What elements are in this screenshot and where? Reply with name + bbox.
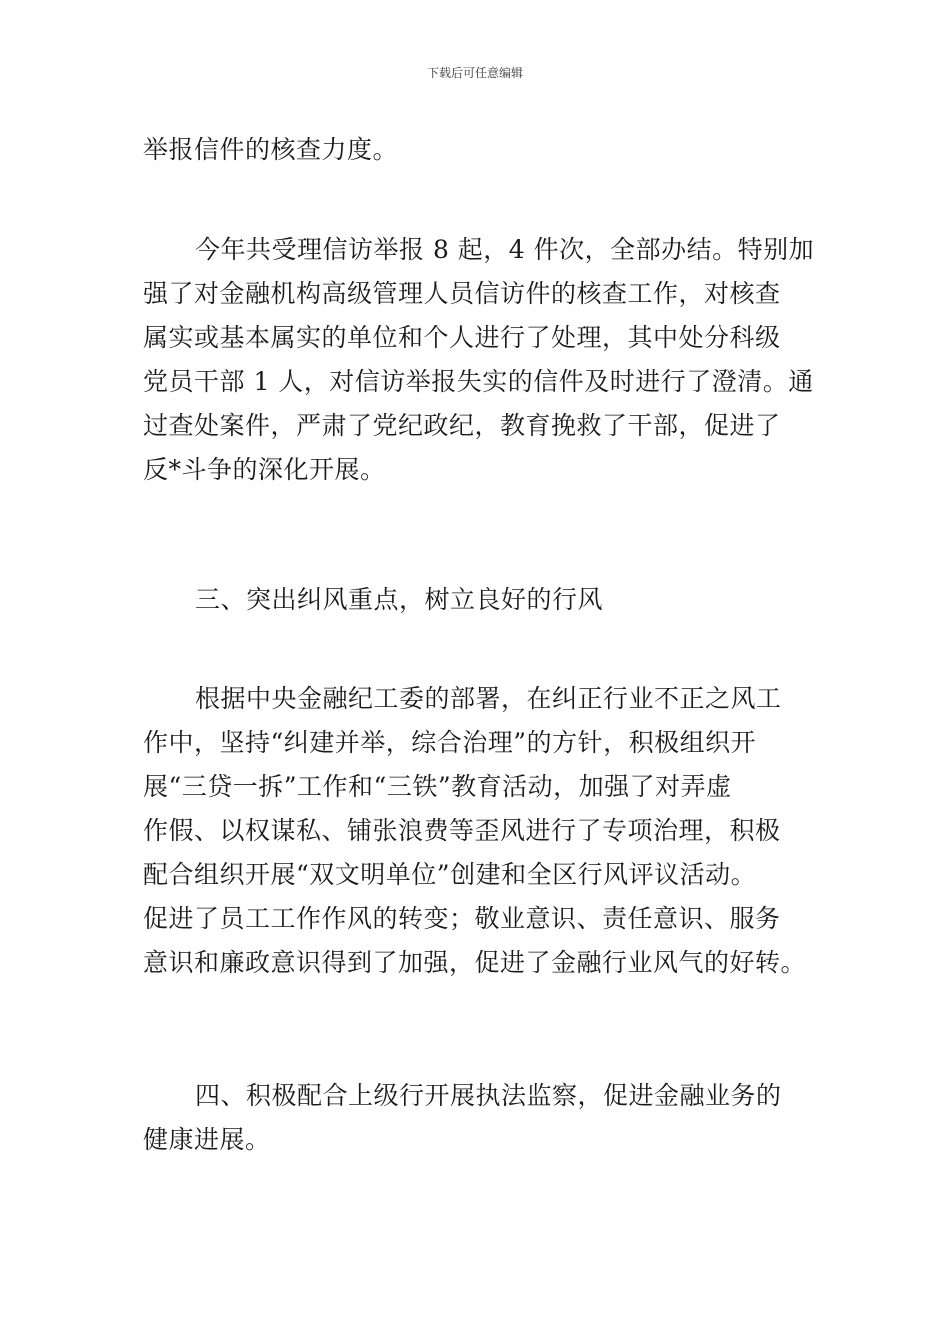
text-line: 举报信件的核查力度。: [143, 135, 399, 164]
text-line: 根据中央金融纪工委的部署，在纠正行业不正之风工: [195, 684, 782, 713]
text-line: 健康进展。: [143, 1125, 271, 1154]
text-line: 强了对金融机构高级管理人员信访件的核查工作，对核查: [143, 279, 781, 308]
text-line: 过查处案件，严肃了党纪政纪，教育挽救了干部，促进了: [143, 411, 781, 440]
paragraph-2: [143, 228, 815, 492]
paragraph-4: [143, 1074, 811, 1162]
section-heading: 四、积极配合上级行开展执法监察，促进金融业务的: [195, 1081, 782, 1110]
text-line: 意识和廉政意识得到了加强，促进了金融行业风气的好转。: [143, 948, 807, 977]
paragraph-3: [143, 677, 811, 985]
text-line: 反*斗争的深化开展。: [143, 455, 386, 484]
text-line: 促进了员工工作作风的转变；敬业意识、责任意识、服务: [143, 904, 781, 933]
section-heading-3: [143, 578, 811, 622]
paragraph-1: [143, 128, 811, 172]
text-line: 作中，坚持“纠建并举，综合治理”的方针，积极组织开: [143, 728, 757, 757]
text-line: 作假、以权谋私、铺张浪费等歪风进行了专项治理，积极: [143, 816, 781, 845]
text-line: 属实或基本属实的单位和个人进行了处理，其中处分科级: [143, 323, 781, 352]
page-header: 下载后可任意编辑: [426, 66, 523, 80]
text-line: 党员干部 1 人，对信访举报失实的信件及时进行了澄清。通: [143, 367, 814, 396]
text-line: 展“三贷一拆”工作和“三铁”教育活动，加强了对弄虚: [143, 772, 732, 801]
text-line: 今年共受理信访举报 8 起，4 件次，全部办结。特别加: [195, 235, 815, 264]
text-line: 配合组织开展“双文明单位”创建和全区行风评议活动。: [143, 860, 757, 889]
section-heading: 三、突出纠风重点，树立良好的行风: [195, 585, 604, 614]
